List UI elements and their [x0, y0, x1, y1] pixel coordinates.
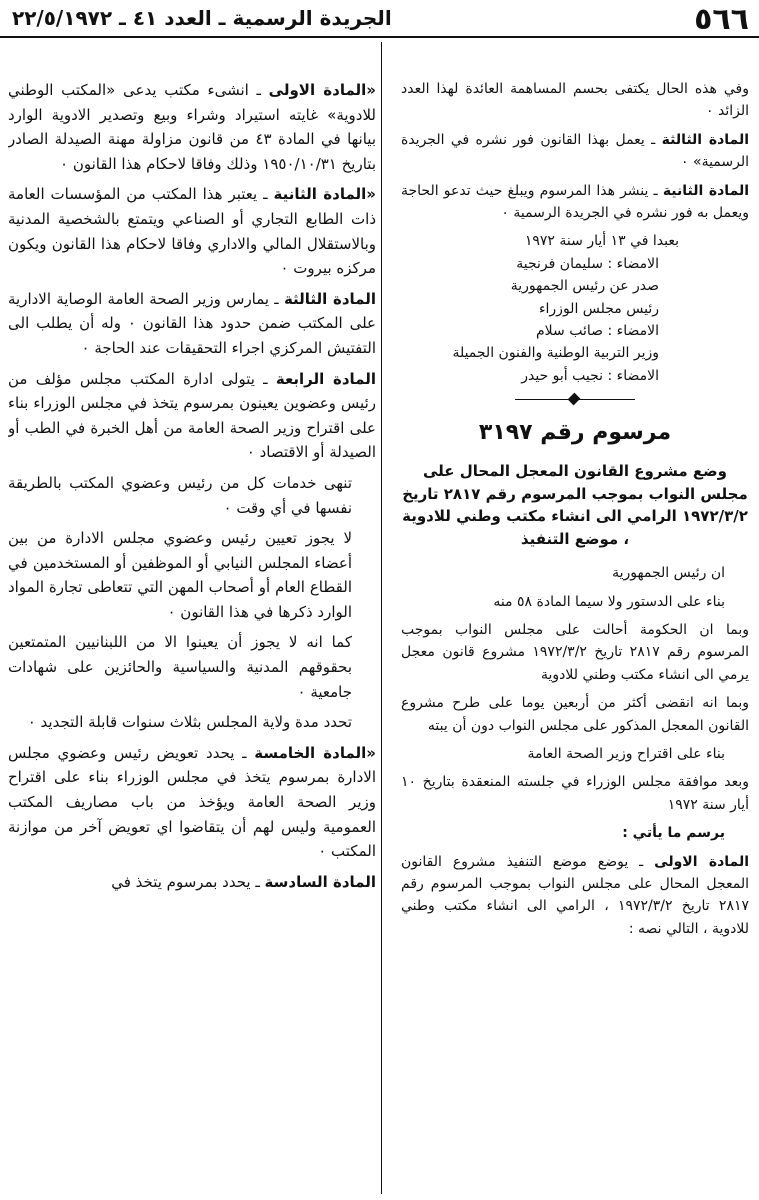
paragraph: وبما ان الحكومة أحالت على مجلس النواب بموجب المرسوم رقم ٢٨١٧ تاريخ ١٩٧٢/٣/٢ مشروع قانون معجل يرمي الى انشاء مكتب وطني للادوية	[401, 622, 749, 683]
paragraph: كما انه لا يجوز أن يعينوا الا من اللبنانيين المتمتعين بحقوقهم المدنية والسياسية والحائزين على شهادات جامعية ٠	[8, 633, 352, 701]
signature-line: رئيس مجلس الوزراء	[538, 300, 659, 317]
article-label: «المادة الاولى	[268, 81, 376, 99]
paragraph: لا يجوز تعيين رئيس وعضوي مجلس الادارة من بين أعضاء المجلس النيابي أو الموظفين أو المستخدمين في القطاع العام أو أصحاب المهن التي تتعاطى تجارة المواد الوارد ذكرها في هذا القانون ٠	[8, 529, 352, 621]
paragraph: تحدد مدة ولاية المجلس بثلاث سنوات قابلة التجديد ٠	[27, 713, 352, 732]
gazette-title: الجريدة الرسمية ـ العدد ٤١ ـ ٢٢/٥/١٩٧٢	[12, 6, 392, 30]
article-text: ـ يحدد تعويض رئيس وعضوي مجلس الادارة بمرسوم يتخذ في مجلس الوزراء بناء على اقتراح وزير الصحة العامة ويؤخذ من باب مصاريف المكتب العمومية وليس لهم أن يتقاضوا اي تعويض آخر من موازنة المكتب ٠	[8, 743, 376, 861]
article-label: المادة الرابعة	[275, 369, 376, 388]
signature-line: الامضاء : نجيب أبو حيدر	[521, 367, 659, 384]
article-text: ـ ينشر هذا المرسوم ويبلغ حيث تدعو الحاجة ويعمل به فور نشره في الجريدة الرسمية ٠	[401, 182, 749, 221]
paragraph: ان رئيس الجمهورية	[612, 565, 725, 582]
article-label: المادة السادسة	[264, 872, 376, 891]
article-label: «المادة الثانية	[273, 185, 376, 204]
article-text: ـ يتولى ادارة المكتب مجلس مؤلف من رئيس وعضوين يعينون بمرسوم يتخذ في مجلس الوزراء بناء على اقتراح وزير الصحة العامة من أهل الخبرة في الطب أو الصيدلة أو الاقتصاد ٠	[8, 369, 376, 462]
law-article-2	[8, 182, 376, 280]
decree-formula: يرسم ما يأتي :	[622, 825, 725, 842]
law-article-3	[8, 287, 376, 361]
law-article-1	[8, 78, 376, 176]
date-line: بعبدا في ١٣ أيار سنة ١٩٧٢	[524, 233, 679, 250]
article-label: المادة الثانية	[662, 182, 749, 199]
right-column	[401, 78, 749, 1193]
page-header	[0, 0, 759, 38]
signature-line: وزير التربية الوطنية والفنون الجميلة	[452, 345, 659, 362]
law-article-5	[8, 741, 376, 864]
signature-line: الامضاء : سليمان فرنجية	[516, 255, 659, 272]
law-article-6	[8, 870, 376, 895]
decree-title: مرسوم رقم ٣١٩٧	[478, 420, 672, 446]
article-label: المادة الثالثة	[661, 131, 749, 148]
article-label: المادة الاولى	[654, 853, 749, 870]
decree-heading: وضع مشروع القانون المعجل المحال على مجلس النواب بموجب المرسوم رقم ٢٨١٧ تاريخ ١٩٧٢/٣/٢ الرامي الى انشاء مكتب وطني للادوية ، موضع التنفيذ	[402, 462, 748, 548]
article-1-decree	[401, 851, 749, 941]
article-text: ـ يمارس وزير الصحة العامة الوصاية الادارية على المكتب ضمن حدود هذا القانون ٠ وله أن يطلب الى التفتيش المركزي اجراء التحقيقات عند الحاجة ٠	[8, 289, 376, 357]
paragraph: بناء على الدستور ولا سيما المادة ٥٨ منه	[493, 593, 725, 610]
paragraph: وفي هذه الحال يكتفى بحسم المساهمة العائدة لهذا العدد الزائد ٠	[401, 81, 749, 120]
signature-line: الامضاء : صائب سلام	[536, 322, 659, 339]
law-article-4	[8, 367, 376, 465]
paragraph: تنهى خدمات كل من رئيس وعضوي المكتب بالطريقة نفسها في أي وقت ٠	[8, 473, 352, 517]
article-text: ـ انشىء مكتب يدعى «المكتب الوطني للادوية» غايته استيراد وشراء وبيع وتصدير الادوية الوارد بيانها في المادة ٤٣ من قانون مزاولة مهنة الصيدلة الصادر بتاريخ ١٩٥٠/١٠/٣١ وذلك وفاقا لاحكام هذا القانون ٠	[8, 81, 376, 173]
article-2-decree	[401, 180, 749, 225]
page-number: ٥٦٦	[694, 2, 749, 37]
article-text: ـ يعمل بهذا القانون فور نشره في الجريدة الرسمية» ٠	[401, 131, 749, 171]
article-text: ـ يحدد بمرسوم يتخذ في	[111, 872, 260, 891]
article-text: ـ يوضع موضع التنفيذ مشروع القانون المعجل المحال على مجلس النواب بموجب المرسوم رقم ٢٨١٧ تاريخ ١٩٧٢/٣/٢ ، الرامي الى انشاء مكتب وطني للادوية ، التالي نصه :	[401, 853, 749, 937]
column-divider	[381, 42, 382, 1194]
article-label: «المادة الخامسة	[254, 743, 376, 762]
article-label: المادة الثالثة	[283, 289, 376, 308]
divider-ornament	[515, 395, 635, 405]
signature-line: صدر عن رئيس الجمهورية	[510, 278, 659, 295]
article-text: ـ يعتبر هذا المكتب من المؤسسات العامة ذات الطابع التجاري أو الصناعي ويتمتع بالشخصية المدنية وبالاستقلال المالي والاداري وفاقا لاحكام هذا القانون ويكون مركزه بيروت ٠	[8, 185, 376, 278]
paragraph: وبما انه انقضى أكثر من أربعين يوما على طرح مشروع القانون المعجل المذكور على مجلس النواب دون أن يبته	[401, 695, 749, 734]
paragraph: وبعد موافقة مجلس الوزراء في جلسته المنعقدة بتاريخ ١٠ أيار سنة ١٩٧٢	[401, 774, 749, 813]
article-3-final	[401, 129, 749, 174]
paragraph: بناء على اقتراح وزير الصحة العامة	[527, 746, 725, 762]
left-column	[8, 78, 376, 1193]
